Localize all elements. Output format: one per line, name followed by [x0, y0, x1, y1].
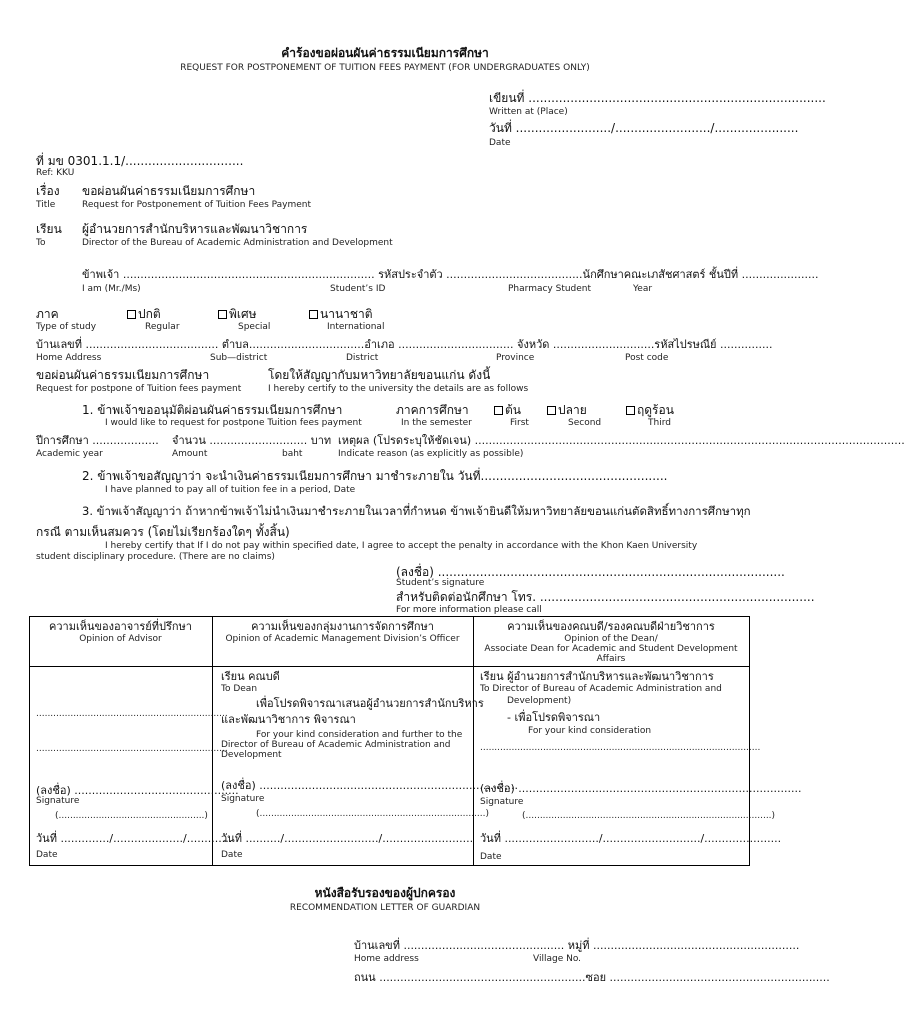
date-label: Date	[489, 138, 511, 148]
item2-en: I have planned to pay all of tuition fee in a period, Date	[105, 485, 356, 495]
dean-opinion-header-en2: Associate Dean for Academic and Student Development	[484, 644, 738, 654]
advisor-date-label: Date	[36, 850, 58, 860]
guardian-house-field[interactable]: บ้านเลขที่ .............................................. หมู่ที่ ...........................................................	[354, 939, 800, 952]
summer-semester-option[interactable]: ฤดูร้อน	[626, 404, 674, 416]
to-value-en: Director of the Bureau of Academic Administration and Development	[82, 238, 393, 248]
advisor-opinion-header-en: Opinion of Advisor	[79, 634, 162, 644]
semester-label-th: ภาคการศึกษา	[396, 403, 469, 417]
ref-label: Ref: KKU	[36, 168, 75, 178]
dean-opinion-header: ความเห็นของคณบดี/รองคณบดีฝ่ายวิชาการ	[507, 620, 715, 633]
dean-to-en: To Director of Bureau of Academic Administration and	[480, 684, 722, 694]
academic-year-label: Academic year	[36, 449, 103, 459]
student-signature-label: Student’s signature	[396, 578, 485, 588]
item3-en2: student disciplinary procedure. (There are no claims)	[36, 552, 275, 562]
advisor-signature-field[interactable]: (ลงชื่อ) ...............................................	[36, 784, 239, 797]
dean-signature-field[interactable]: (ลงชื่อ) .................................................................................	[480, 782, 802, 795]
advisor-comment-line1[interactable]: ...................................................................	[36, 709, 228, 719]
study-type-label-en: Type of study	[36, 322, 97, 332]
division-date-label: Date	[221, 850, 243, 860]
contact-phone-field[interactable]: สำหรับติดต่อนักศึกษา โทร. ........................................................................	[396, 590, 815, 604]
division-to-en: To Dean	[221, 684, 258, 694]
baht-label: baht	[282, 449, 303, 459]
item1-en: I would like to request for postpone Tuition fees payment	[105, 418, 362, 428]
student-info-field[interactable]: ข้าพเจ้า ........................................................................ รหัสประจำตัว .......................................นักศึกษาคณะเภสัชศาสตร์ ชั้นปีที่ ......................	[82, 268, 819, 281]
item1-th: 1. ข้าพเจ้าขออนุมัติผ่อนผันค่าธรรมเนียมการศึกษา	[82, 403, 343, 417]
request-line-th: ขอผ่อนผันค่าธรรมเนียมการศึกษา	[36, 368, 210, 382]
advisor-comment-line2[interactable]: ...................................................................	[36, 744, 228, 754]
division-to-th: เรียน คณบดี	[221, 670, 280, 683]
division-name-field[interactable]: (...............................................................................)	[256, 809, 490, 819]
written-at-field[interactable]: เขียนที่ ..............................................................................	[489, 91, 826, 105]
regular-option[interactable]: ปกติ	[127, 308, 161, 320]
dean-opinion-header-en: Opinion of the Dean/	[564, 634, 658, 644]
special-option[interactable]: พิเศษ	[218, 308, 257, 320]
international-option[interactable]: นานาชาติ	[309, 308, 373, 320]
iam-label: I am (Mr./Ms)	[82, 284, 141, 294]
semester-label-en: In the semester	[401, 418, 472, 428]
dean-date-field[interactable]: วันที่ .........................../............................/......................	[480, 832, 782, 845]
checkbox-icon[interactable]	[626, 406, 635, 415]
subject-value-en: Request for Postponement of Tuition Fees Payment	[82, 200, 312, 210]
item2-field[interactable]: 2. ข้าพเจ้าขอสัญญาว่า จะนำเงินค่าธรรมเนียมการศึกษา มาชำระภายใน วันที่.................................................	[82, 469, 668, 483]
address-field[interactable]: บ้านเลขที่ ...................................... ตำบล.................................อำเภอ ................................. จังหวัด .............................รหัสไปรษณีย์ ...............	[36, 338, 773, 351]
guardian-title-en: RECOMMENDATION LETTER OF GUARDIAN	[289, 903, 481, 913]
to-value-th: ผู้อำนวยการสำนักบริหารและพัฒนาวิชาการ	[82, 222, 308, 236]
reason-field[interactable]: เหตุผล (โปรดระบุให้ชัดเจน) ...........................................................................................................................	[338, 434, 905, 447]
to-label-en: To	[36, 238, 46, 248]
form-title-th: คำร้องขอผ่อนผันค่าธรรมเนียมการศึกษา	[281, 46, 489, 60]
special-label: Special	[238, 322, 271, 332]
request-line-en: Request for postpone of Tuition fees payment	[36, 384, 242, 394]
date-field[interactable]: วันที่ ........................./........................./......................	[489, 121, 799, 135]
pharmacy-student-label: Pharmacy Student	[508, 284, 592, 294]
division-body-th2: และพัฒนาวิชาการ พิจารณา	[221, 713, 356, 726]
checkbox-icon[interactable]	[547, 406, 556, 415]
item3-th2: กรณี ตามเห็นสมควร (โดยไม่เรียกร้องใดๆ ทั้งสิ้น)	[36, 525, 290, 539]
dean-comment-line[interactable]: ..................................................................................................	[480, 743, 761, 753]
guardian-title-th: หนังสือรับรองของผู้ปกครอง	[314, 886, 456, 900]
certify-line-th: โดยให้สัญญากับมหาวิทยาลัยขอนแก่น ดังนี้	[268, 368, 491, 382]
dean-signature-label: Signature	[480, 797, 524, 807]
item3-th: 3. ข้าพเจ้าสัญญาว่า ถ้าหากข้าพเจ้าไม่นำเงินมาชำระภายในเวลาที่กำหนด ข้าพเจ้ายินดีให้มหาวิทยาลัยขอนแก่นตัดสิทธิ์ทางการศึกษาทุก	[82, 504, 751, 518]
reason-label: Indicate reason (as explicitly as possible)	[338, 449, 524, 459]
division-body-th: เพื่อโปรดพิจารณาเสนอผู้อำนวยการสำนักบริหาร	[256, 697, 484, 710]
dean-name-field[interactable]: (......................................................................................)	[522, 811, 776, 821]
district-label: District	[346, 353, 379, 363]
division-signature-field[interactable]: (ลงชื่อ) ..........................................................................	[221, 779, 519, 792]
guardian-road-field[interactable]: ถนน ...........................................................ซอย ...............................................................	[354, 971, 830, 984]
student-signature-field[interactable]: (ลงชื่อ) ...........................................................................................	[396, 565, 785, 579]
item3-en: I hereby certify that If I do not pay within specified date, I agree to accept the penalty in accordance with the Khon Kaen University	[105, 541, 698, 551]
ref-number-field[interactable]: ที่ มข 0301.1.1/...............................	[36, 154, 244, 168]
advisor-date-field[interactable]: วันที่ ............../..................../.............	[36, 832, 233, 845]
home-address-label: Home Address	[36, 353, 102, 363]
advisor-name-field[interactable]: (...................................................)	[55, 811, 208, 821]
province-label: Province	[496, 353, 535, 363]
international-label: International	[327, 322, 385, 332]
guardian-village-label: Village No.	[533, 954, 582, 964]
advisor-opinion-header: ความเห็นของอาจารย์ที่ปรึกษา	[49, 620, 192, 633]
division-opinion-header: ความเห็นของกลุ่มงานการจัดการศึกษา	[251, 620, 434, 633]
checkbox-icon[interactable]	[309, 310, 318, 319]
second-label: Second	[568, 418, 602, 428]
dean-to-en2: Development)	[507, 696, 572, 706]
guardian-home-label: Home address	[354, 954, 419, 964]
checkbox-icon[interactable]	[218, 310, 227, 319]
year-label: Year	[633, 284, 653, 294]
study-type-label-th: ภาค	[36, 307, 59, 321]
subdistrict-label: Sub—district	[210, 353, 268, 363]
subject-label-en: Title	[36, 200, 56, 210]
second-semester-option[interactable]: ปลาย	[547, 404, 587, 416]
postcode-label: Post code	[625, 353, 669, 363]
first-label: First	[510, 418, 529, 428]
checkbox-icon[interactable]	[494, 406, 503, 415]
checkbox-icon[interactable]	[127, 310, 136, 319]
division-body-en3: Development	[221, 750, 282, 760]
student-id-label: Student’s ID	[330, 284, 386, 294]
regular-label: Regular	[145, 322, 180, 332]
dean-to-th: เรียน ผู้อำนวยการสำนักบริหารและพัฒนาวิชาการ	[480, 670, 714, 683]
dean-body-en: For your kind consideration	[528, 726, 652, 736]
dean-opinion-header-en3: Affairs	[596, 654, 626, 664]
subject-label-th: เรื่อง	[36, 184, 60, 198]
amount-field[interactable]: จำนวน ............................ บาท	[172, 434, 332, 447]
advisor-signature-label: Signature	[36, 796, 80, 806]
contact-phone-label: For more information please call	[396, 605, 542, 615]
amount-label: Amount	[172, 449, 208, 459]
written-at-label: Written at (Place)	[489, 107, 568, 117]
to-label-th: เรียน	[36, 222, 62, 236]
first-semester-option[interactable]: ต้น	[494, 404, 521, 416]
subject-value-th: ขอผ่อนผันค่าธรรมเนียมการศึกษา	[82, 184, 256, 198]
division-body-en2: Director of Bureau of Academic Administration and	[221, 740, 451, 750]
certify-line-en: I hereby certify to the university the details are as follows	[268, 384, 529, 394]
division-opinion-header-en: Opinion of Academic Management Division’s Officer	[225, 634, 460, 644]
form-title-en: REQUEST FOR POSTPONEMENT OF TUITION FEES PAYMENT (FOR UNDERGRADUATES ONLY)	[180, 63, 590, 73]
division-signature-label: Signature	[221, 794, 265, 804]
academic-year-field[interactable]: ปีการศึกษา ...................	[36, 434, 159, 447]
third-label: Third	[648, 418, 671, 428]
dean-date-label: Date	[480, 852, 502, 862]
division-date-field[interactable]: วันที่ ........../.........................../..........................	[221, 832, 474, 845]
division-body-en: For your kind consideration and further to the	[256, 730, 463, 740]
dean-body-th: - เพื่อโปรดพิจารณา	[507, 711, 601, 724]
